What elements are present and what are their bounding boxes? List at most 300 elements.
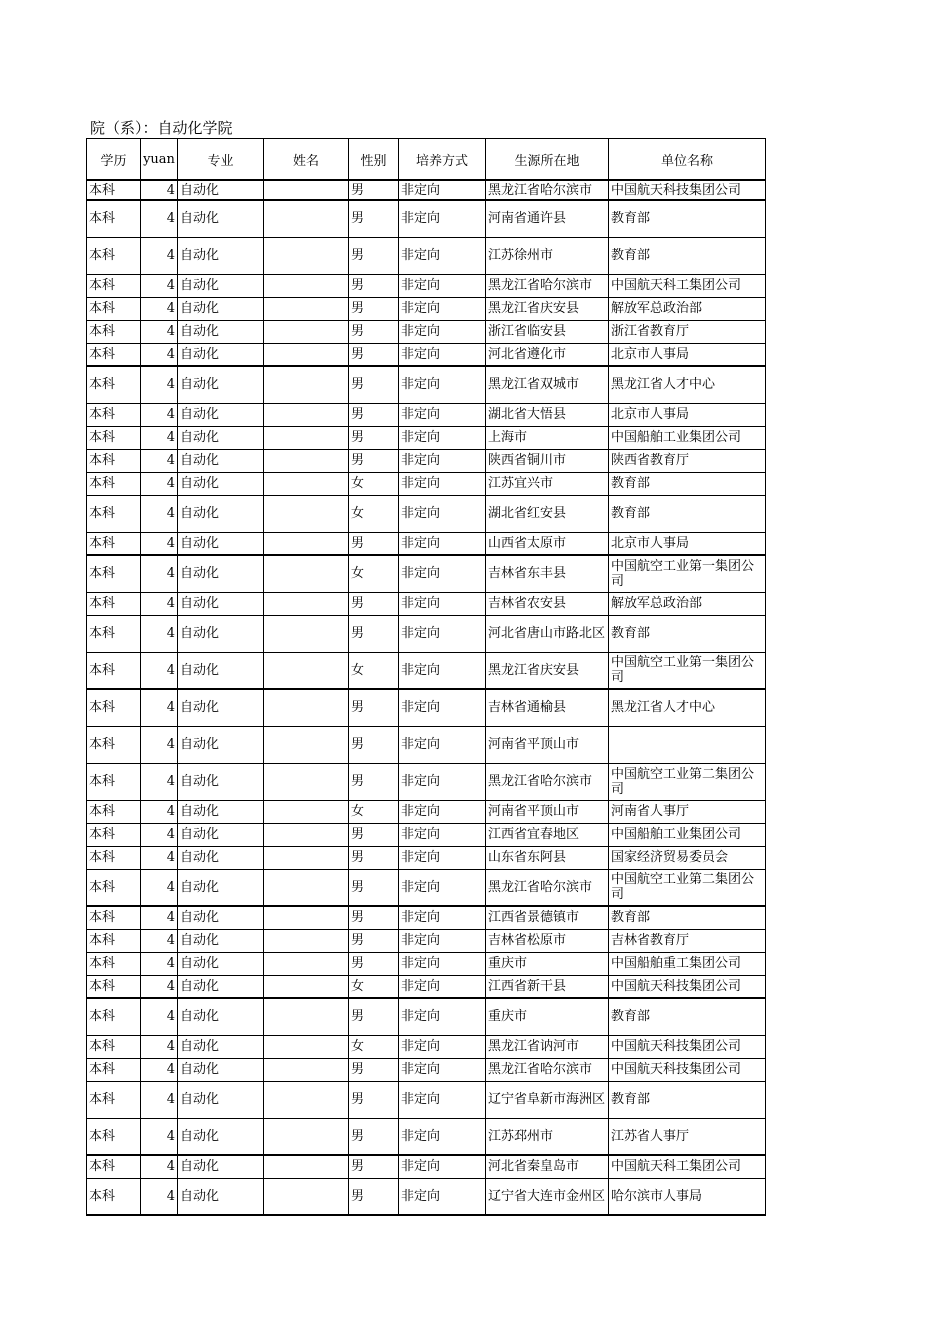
cell-years: 4 (141, 237, 178, 274)
graduate-employment-table (86, 138, 766, 1216)
cell-name (264, 1178, 349, 1215)
cell-name (264, 200, 349, 237)
cell-gender: 女 (349, 975, 399, 998)
cell-origin: 吉林省农安县 (486, 592, 609, 615)
cell-education: 本科 (87, 180, 141, 200)
cell-major: 自动化 (178, 1118, 264, 1155)
cell-name (264, 975, 349, 998)
table-row (87, 1118, 766, 1155)
cell-major: 自动化 (178, 823, 264, 846)
cell-employer: 中国船舶工业集团公司 (609, 823, 766, 846)
cell-employer (609, 726, 766, 763)
cell-years: 4 (141, 472, 178, 495)
cell-years: 4 (141, 823, 178, 846)
cell-employer: 教育部 (609, 237, 766, 274)
cell-training-mode: 非定向 (399, 1035, 486, 1058)
cell-gender: 男 (349, 592, 399, 615)
cell-training-mode: 非定向 (399, 426, 486, 449)
cell-name (264, 592, 349, 615)
cell-education: 本科 (87, 297, 141, 320)
cell-origin: 河北省唐山市路北区 (486, 615, 609, 652)
cell-training-mode: 非定向 (399, 343, 486, 366)
cell-years: 4 (141, 726, 178, 763)
table-row (87, 846, 766, 869)
cell-origin: 河北省遵化市 (486, 343, 609, 366)
cell-years: 4 (141, 975, 178, 998)
cell-years: 4 (141, 1178, 178, 1215)
table-row (87, 1035, 766, 1058)
cell-name (264, 846, 349, 869)
column-header-education: 学历 (87, 139, 141, 181)
cell-name (264, 449, 349, 472)
cell-name (264, 237, 349, 274)
cell-education: 本科 (87, 823, 141, 846)
cell-major: 自动化 (178, 929, 264, 952)
cell-employer: 北京市人事局 (609, 403, 766, 426)
cell-education: 本科 (87, 1058, 141, 1081)
cell-origin: 吉林省松原市 (486, 929, 609, 952)
cell-name (264, 823, 349, 846)
table-row (87, 869, 766, 906)
cell-education: 本科 (87, 929, 141, 952)
table-row (87, 592, 766, 615)
cell-origin: 河南省通许县 (486, 200, 609, 237)
cell-origin: 吉林省东丰县 (486, 555, 609, 592)
cell-employer: 中国航天科技集团公司 (609, 180, 766, 200)
cell-training-mode: 非定向 (399, 555, 486, 592)
cell-training-mode: 非定向 (399, 615, 486, 652)
cell-origin: 黑龙江省哈尔滨市 (486, 180, 609, 200)
cell-education: 本科 (87, 689, 141, 726)
cell-name (264, 403, 349, 426)
cell-gender: 女 (349, 800, 399, 823)
cell-name (264, 615, 349, 652)
cell-gender: 男 (349, 689, 399, 726)
cell-years: 4 (141, 343, 178, 366)
cell-origin: 河南省平顶山市 (486, 726, 609, 763)
cell-education: 本科 (87, 615, 141, 652)
cell-major: 自动化 (178, 274, 264, 297)
cell-years: 4 (141, 615, 178, 652)
table-row (87, 555, 766, 592)
cell-major: 自动化 (178, 975, 264, 998)
cell-education: 本科 (87, 426, 141, 449)
cell-origin: 黑龙江省哈尔滨市 (486, 869, 609, 906)
cell-gender: 男 (349, 180, 399, 200)
table-row (87, 906, 766, 929)
cell-training-mode: 非定向 (399, 237, 486, 274)
cell-education: 本科 (87, 237, 141, 274)
cell-years: 4 (141, 320, 178, 343)
table-row (87, 343, 766, 366)
cell-employer: 浙江省教育厅 (609, 320, 766, 343)
cell-name (264, 800, 349, 823)
cell-years: 4 (141, 906, 178, 929)
cell-employer: 中国航天科技集团公司 (609, 975, 766, 998)
cell-major: 自动化 (178, 1035, 264, 1058)
cell-origin: 江苏徐州市 (486, 237, 609, 274)
cell-major: 自动化 (178, 998, 264, 1035)
cell-years: 4 (141, 1081, 178, 1118)
cell-name (264, 998, 349, 1035)
cell-training-mode: 非定向 (399, 998, 486, 1035)
cell-years: 4 (141, 1118, 178, 1155)
cell-education: 本科 (87, 800, 141, 823)
table-row (87, 274, 766, 297)
cell-education: 本科 (87, 200, 141, 237)
cell-origin: 河北省秦皇岛市 (486, 1155, 609, 1178)
cell-years: 4 (141, 495, 178, 532)
cell-education: 本科 (87, 952, 141, 975)
cell-years: 4 (141, 200, 178, 237)
table-row (87, 726, 766, 763)
cell-education: 本科 (87, 1118, 141, 1155)
table-row (87, 297, 766, 320)
cell-employer: 黑龙江省人才中心 (609, 366, 766, 403)
cell-name (264, 906, 349, 929)
cell-major: 自动化 (178, 846, 264, 869)
cell-gender: 男 (349, 297, 399, 320)
cell-name (264, 1118, 349, 1155)
cell-gender: 男 (349, 403, 399, 426)
cell-name (264, 320, 349, 343)
cell-employer: 哈尔滨市人事局 (609, 1178, 766, 1215)
cell-training-mode: 非定向 (399, 495, 486, 532)
cell-employer: 陕西省教育厅 (609, 449, 766, 472)
cell-employer: 北京市人事局 (609, 343, 766, 366)
table-row (87, 763, 766, 800)
cell-gender: 男 (349, 200, 399, 237)
cell-education: 本科 (87, 975, 141, 998)
table-row (87, 952, 766, 975)
cell-education: 本科 (87, 1035, 141, 1058)
cell-major: 自动化 (178, 952, 264, 975)
cell-education: 本科 (87, 906, 141, 929)
cell-major: 自动化 (178, 495, 264, 532)
cell-name (264, 1081, 349, 1118)
cell-gender: 男 (349, 1081, 399, 1118)
cell-years: 4 (141, 763, 178, 800)
table-row (87, 200, 766, 237)
cell-name (264, 297, 349, 320)
cell-training-mode: 非定向 (399, 906, 486, 929)
cell-years: 4 (141, 869, 178, 906)
cell-name (264, 726, 349, 763)
cell-employer: 中国航天科工集团公司 (609, 274, 766, 297)
cell-training-mode: 非定向 (399, 689, 486, 726)
cell-education: 本科 (87, 869, 141, 906)
cell-origin: 湖北省大悟县 (486, 403, 609, 426)
cell-name (264, 555, 349, 592)
cell-gender: 男 (349, 426, 399, 449)
cell-origin: 江西省宜春地区 (486, 823, 609, 846)
cell-employer: 教育部 (609, 200, 766, 237)
cell-training-mode: 非定向 (399, 800, 486, 823)
table-row (87, 975, 766, 998)
cell-name (264, 495, 349, 532)
cell-gender: 女 (349, 555, 399, 592)
cell-education: 本科 (87, 846, 141, 869)
cell-years: 4 (141, 952, 178, 975)
cell-major: 自动化 (178, 403, 264, 426)
table-row (87, 1081, 766, 1118)
cell-training-mode: 非定向 (399, 929, 486, 952)
cell-name (264, 343, 349, 366)
cell-origin: 陕西省铜川市 (486, 449, 609, 472)
cell-training-mode: 非定向 (399, 1058, 486, 1081)
cell-origin: 重庆市 (486, 998, 609, 1035)
cell-education: 本科 (87, 366, 141, 403)
cell-name (264, 1035, 349, 1058)
cell-training-mode: 非定向 (399, 1178, 486, 1215)
cell-education: 本科 (87, 555, 141, 592)
cell-training-mode: 非定向 (399, 472, 486, 495)
cell-origin: 湖北省红安县 (486, 495, 609, 532)
cell-name (264, 689, 349, 726)
cell-gender: 男 (349, 449, 399, 472)
cell-major: 自动化 (178, 689, 264, 726)
table-row (87, 320, 766, 343)
cell-education: 本科 (87, 532, 141, 555)
cell-major: 自动化 (178, 472, 264, 495)
cell-employer: 中国船舶重工集团公司 (609, 952, 766, 975)
cell-gender: 男 (349, 823, 399, 846)
cell-education: 本科 (87, 592, 141, 615)
cell-gender: 男 (349, 343, 399, 366)
table-row (87, 532, 766, 555)
cell-major: 自动化 (178, 1081, 264, 1118)
cell-origin: 黑龙江省庆安县 (486, 652, 609, 689)
cell-employer: 中国航天科技集团公司 (609, 1058, 766, 1081)
table-row (87, 652, 766, 689)
cell-origin: 黑龙江省讷河市 (486, 1035, 609, 1058)
cell-years: 4 (141, 1035, 178, 1058)
cell-training-mode: 非定向 (399, 1081, 486, 1118)
cell-years: 4 (141, 846, 178, 869)
cell-employer: 教育部 (609, 998, 766, 1035)
cell-major: 自动化 (178, 180, 264, 200)
cell-origin: 重庆市 (486, 952, 609, 975)
cell-education: 本科 (87, 726, 141, 763)
table-row (87, 689, 766, 726)
cell-gender: 男 (349, 320, 399, 343)
cell-origin: 江苏邳州市 (486, 1118, 609, 1155)
cell-origin: 山西省太原市 (486, 532, 609, 555)
column-header-name: 姓名 (264, 139, 349, 181)
table-row (87, 366, 766, 403)
cell-major: 自动化 (178, 200, 264, 237)
cell-years: 4 (141, 689, 178, 726)
cell-education: 本科 (87, 1155, 141, 1178)
cell-gender: 男 (349, 366, 399, 403)
cell-years: 4 (141, 929, 178, 952)
cell-education: 本科 (87, 652, 141, 689)
cell-name (264, 929, 349, 952)
cell-gender: 男 (349, 869, 399, 906)
cell-name (264, 180, 349, 200)
cell-training-mode: 非定向 (399, 366, 486, 403)
cell-employer: 中国航空工业第一集团公司 (609, 652, 766, 689)
cell-employer: 河南省人事厅 (609, 800, 766, 823)
table-row (87, 1178, 766, 1215)
cell-major: 自动化 (178, 449, 264, 472)
cell-gender: 女 (349, 1035, 399, 1058)
cell-gender: 男 (349, 763, 399, 800)
cell-years: 4 (141, 449, 178, 472)
cell-major: 自动化 (178, 869, 264, 906)
cell-gender: 男 (349, 1058, 399, 1081)
cell-employer: 教育部 (609, 615, 766, 652)
cell-training-mode: 非定向 (399, 869, 486, 906)
cell-origin: 山东省东阿县 (486, 846, 609, 869)
cell-origin: 黑龙江省哈尔滨市 (486, 763, 609, 800)
table-row (87, 403, 766, 426)
cell-years: 4 (141, 998, 178, 1035)
cell-years: 4 (141, 426, 178, 449)
cell-employer: 中国航天科工集团公司 (609, 1155, 766, 1178)
cell-employer: 黑龙江省人才中心 (609, 689, 766, 726)
cell-gender: 男 (349, 615, 399, 652)
table-row (87, 180, 766, 200)
cell-origin: 江西省景德镇市 (486, 906, 609, 929)
cell-origin: 黑龙江省庆安县 (486, 297, 609, 320)
table-row (87, 929, 766, 952)
cell-employer: 教育部 (609, 906, 766, 929)
cell-origin: 黑龙江省双城市 (486, 366, 609, 403)
cell-employer: 吉林省教育厅 (609, 929, 766, 952)
cell-major: 自动化 (178, 426, 264, 449)
cell-name (264, 472, 349, 495)
cell-gender: 女 (349, 495, 399, 532)
column-header-gender: 性别 (349, 139, 399, 181)
cell-education: 本科 (87, 1178, 141, 1215)
cell-employer: 江苏省人事厅 (609, 1118, 766, 1155)
table-body (87, 180, 766, 1215)
cell-gender: 女 (349, 472, 399, 495)
cell-education: 本科 (87, 495, 141, 532)
cell-name (264, 1155, 349, 1178)
cell-major: 自动化 (178, 366, 264, 403)
cell-years: 4 (141, 532, 178, 555)
cell-training-mode: 非定向 (399, 449, 486, 472)
cell-major: 自动化 (178, 763, 264, 800)
cell-employer: 中国航空工业第二集团公司 (609, 869, 766, 906)
cell-origin: 江西省新干县 (486, 975, 609, 998)
cell-employer: 国家经济贸易委员会 (609, 846, 766, 869)
cell-training-mode: 非定向 (399, 200, 486, 237)
table-row (87, 426, 766, 449)
cell-employer: 中国航空工业第二集团公司 (609, 763, 766, 800)
cell-education: 本科 (87, 1081, 141, 1118)
cell-gender: 男 (349, 1178, 399, 1215)
cell-education: 本科 (87, 472, 141, 495)
cell-training-mode: 非定向 (399, 180, 486, 200)
cell-education: 本科 (87, 449, 141, 472)
cell-years: 4 (141, 297, 178, 320)
cell-gender: 男 (349, 1155, 399, 1178)
table-row (87, 615, 766, 652)
cell-education: 本科 (87, 274, 141, 297)
table-row (87, 495, 766, 532)
cell-gender: 男 (349, 726, 399, 763)
cell-training-mode: 非定向 (399, 952, 486, 975)
cell-education: 本科 (87, 763, 141, 800)
cell-gender: 男 (349, 952, 399, 975)
cell-gender: 男 (349, 237, 399, 274)
cell-employer: 北京市人事局 (609, 532, 766, 555)
cell-gender: 男 (349, 929, 399, 952)
table-row (87, 237, 766, 274)
cell-years: 4 (141, 366, 178, 403)
cell-employer: 解放军总政治部 (609, 592, 766, 615)
cell-employer: 教育部 (609, 472, 766, 495)
cell-gender: 男 (349, 274, 399, 297)
table-row (87, 800, 766, 823)
cell-training-mode: 非定向 (399, 297, 486, 320)
cell-training-mode: 非定向 (399, 274, 486, 297)
cell-major: 自动化 (178, 1155, 264, 1178)
cell-major: 自动化 (178, 592, 264, 615)
cell-training-mode: 非定向 (399, 846, 486, 869)
cell-name (264, 652, 349, 689)
cell-major: 自动化 (178, 297, 264, 320)
cell-major: 自动化 (178, 343, 264, 366)
cell-gender: 男 (349, 906, 399, 929)
cell-training-mode: 非定向 (399, 592, 486, 615)
column-header-years: yuan (141, 139, 178, 181)
department-label: 院（系）：自动化学院 (90, 119, 233, 137)
cell-major: 自动化 (178, 906, 264, 929)
cell-employer: 教育部 (609, 495, 766, 532)
column-header-employer: 单位名称 (609, 139, 766, 181)
cell-gender: 女 (349, 652, 399, 689)
cell-training-mode: 非定向 (399, 652, 486, 689)
cell-name (264, 426, 349, 449)
cell-years: 4 (141, 555, 178, 592)
cell-training-mode: 非定向 (399, 1155, 486, 1178)
cell-education: 本科 (87, 403, 141, 426)
table-row (87, 449, 766, 472)
cell-education: 本科 (87, 320, 141, 343)
cell-years: 4 (141, 652, 178, 689)
cell-origin: 辽宁省大连市金州区 (486, 1178, 609, 1215)
cell-major: 自动化 (178, 652, 264, 689)
cell-origin: 上海市 (486, 426, 609, 449)
cell-gender: 男 (349, 998, 399, 1035)
cell-name (264, 274, 349, 297)
cell-years: 4 (141, 180, 178, 200)
cell-training-mode: 非定向 (399, 403, 486, 426)
table-row (87, 823, 766, 846)
cell-training-mode: 非定向 (399, 763, 486, 800)
cell-years: 4 (141, 403, 178, 426)
cell-years: 4 (141, 592, 178, 615)
cell-name (264, 366, 349, 403)
cell-employer: 中国航天科技集团公司 (609, 1035, 766, 1058)
cell-major: 自动化 (178, 800, 264, 823)
cell-name (264, 1058, 349, 1081)
cell-major: 自动化 (178, 237, 264, 274)
cell-major: 自动化 (178, 615, 264, 652)
cell-origin: 浙江省临安县 (486, 320, 609, 343)
cell-training-mode: 非定向 (399, 320, 486, 343)
table-row (87, 1155, 766, 1178)
cell-gender: 男 (349, 532, 399, 555)
column-header-training-mode: 培养方式 (399, 139, 486, 181)
cell-years: 4 (141, 274, 178, 297)
cell-employer: 中国航空工业第一集团公司 (609, 555, 766, 592)
cell-employer: 解放军总政治部 (609, 297, 766, 320)
